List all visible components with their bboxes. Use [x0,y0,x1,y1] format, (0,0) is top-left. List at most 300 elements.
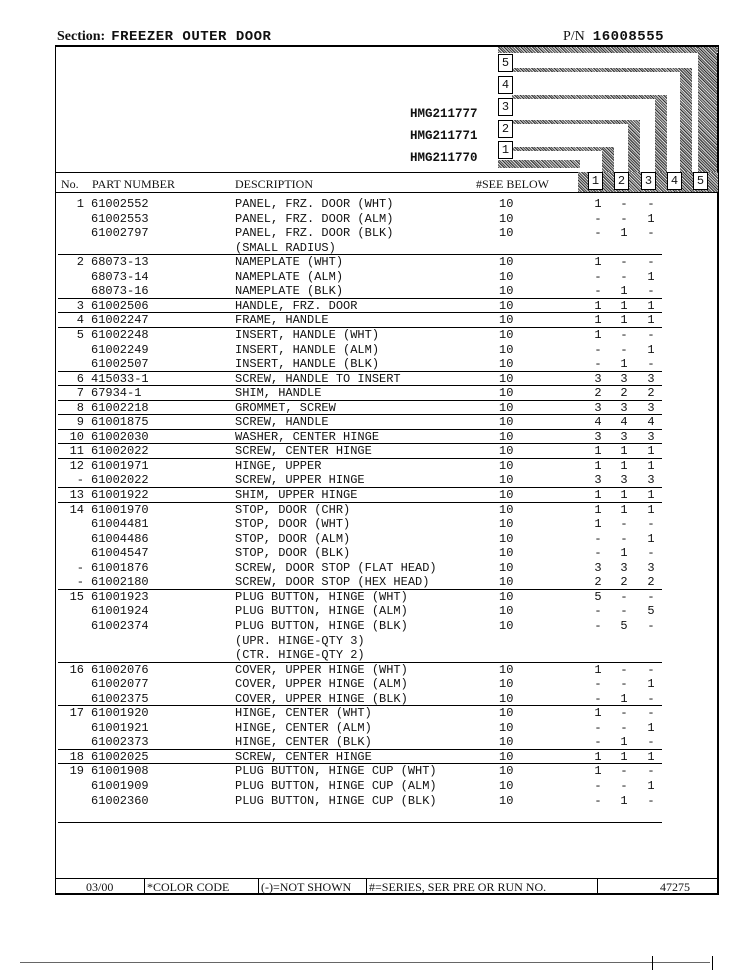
item-number: 17 [69,706,84,721]
series-3-qty: 1 [647,269,655,284]
table-row [0,532,750,547]
part-number: 61001971 [91,458,149,473]
series-2-qty: 2 [620,575,628,590]
part-number: 61004486 [91,531,149,546]
series-2-qty: 1 [620,357,628,372]
table-row [0,430,750,445]
description: PANEL, FRZ. DOOR (WHT) [235,197,394,211]
part-number: 68073-16 [91,284,149,299]
series-2-qty: - [620,327,628,342]
section-header [57,29,271,45]
model-number: HMG211777 [410,107,478,121]
series-3-qty: - [647,793,655,808]
see-below-code: 10 [499,327,514,342]
see-below-code: 10 [499,357,514,372]
series-3-qty: - [647,517,655,532]
series-1-qty: - [594,604,602,619]
series-2-qty: 1 [620,691,628,706]
see-below-code: 10 [499,779,514,793]
series-hatch-1h [512,147,614,151]
description: PLUG BUTTON, HINGE CUP (BLK) [235,793,437,808]
description: STOP, DOOR (CHR) [235,502,351,517]
section-label: Section: [57,29,106,44]
series-1-qty: 3 [594,560,602,575]
description: GROMMET, SCREW [235,400,336,415]
part-number: 61002030 [91,429,149,444]
series-1-qty: 1 [594,298,602,313]
description: SCREW, CENTER HINGE [235,749,372,764]
see-below-code: 10 [499,589,514,604]
series-1-qty: - [594,720,602,735]
series-col-4: 4 [667,172,682,190]
part-number: 61002247 [91,313,149,328]
part-number: 61002077 [91,677,149,692]
see-below-code: 10 [499,284,514,299]
part-number: 61002553 [91,211,149,226]
series-3-qty: - [647,357,655,372]
series-1-qty: 1 [594,749,602,764]
series-1-qty: - [594,284,602,299]
table-row [0,575,750,590]
series-2-qty: 1 [620,749,628,764]
description: PLUG BUTTON, HINGE (BLK) [235,618,408,633]
series-1-qty: - [594,531,602,546]
item-number: 2 [76,255,84,270]
table-row [0,677,750,692]
series-1-qty: - [594,342,602,357]
series-3-qty: 3 [647,560,655,575]
item-number: - [76,560,84,575]
part-number-header [563,29,664,45]
part-number: 61004547 [91,546,149,561]
description: NAMEPLATE (WHT) [235,255,344,270]
series-2-qty: - [620,517,628,532]
part-number: 61002249 [91,342,149,357]
see-below-code: 10 [499,197,514,211]
see-below-code: 10 [499,211,514,226]
part-number: 67934-1 [91,386,142,401]
series-3-qty: - [647,284,655,299]
series-3-qty: - [647,589,655,604]
description: COVER, UPPER HINGE (BLK) [235,691,408,706]
series-box-1: 1 [498,141,513,159]
see-below-code: 10 [499,720,514,735]
series-3-qty: 1 [647,298,655,313]
series-2-qty: 1 [620,226,628,241]
series-3-qty: 3 [647,429,655,444]
item-number: 14 [69,502,84,517]
series-2-qty: - [620,604,628,619]
item-number: 1 [76,197,84,211]
description: SCREW, DOOR STOP (HEX HEAD) [235,575,430,590]
series-3-qty: 5 [647,604,655,619]
series-2-qty: - [620,269,628,284]
part-number: 61002375 [91,691,149,706]
see-below-code: 10 [499,706,514,721]
description: INSERT, HANDLE (WHT) [235,327,380,342]
series-1-qty: 1 [594,255,602,270]
series-2-qty: 1 [620,284,628,299]
footer-divider [258,879,259,893]
series-1-qty: - [594,211,602,226]
series-1-qty: 1 [594,197,602,211]
series-1-qty: 1 [594,327,602,342]
part-number: 68073-14 [91,269,149,284]
see-below-code: 10 [499,575,514,590]
description: (CTR. HINGE-QTY 2) [235,648,365,663]
table-row [0,764,750,779]
see-below-code: 10 [499,546,514,561]
table-bottom-line [58,822,662,823]
series-hatch-4h [512,68,692,72]
table-row [0,590,750,605]
description: PANEL, FRZ. DOOR (ALM) [235,211,394,226]
series-3-qty: 1 [647,677,655,692]
see-below-code: 10 [499,677,514,692]
series-1-qty: 4 [594,415,602,430]
series-1-qty: - [594,735,602,750]
part-number: 68073-13 [91,255,149,270]
series-2-qty: 2 [620,386,628,401]
series-hatch-2v [628,120,640,172]
table-row [0,779,750,794]
see-below-code: 10 [499,269,514,284]
series-1-qty: - [594,357,602,372]
table-row [0,212,750,227]
description: FRAME, HANDLE [235,313,329,328]
series-3-qty: 1 [647,502,655,517]
series-3-qty: 1 [647,342,655,357]
description: SHIM, UPPER HINGE [235,488,358,502]
series-1-qty: - [594,691,602,706]
series-1-qty: - [594,677,602,692]
item-number: 11 [69,444,84,459]
series-col-5: 5 [693,172,708,190]
description: INSERT, HANDLE (ALM) [235,342,380,357]
part-number: 61001875 [91,415,149,430]
table-row [0,386,750,401]
scan-edge-mark [712,956,713,970]
table-row [0,401,750,416]
item-number: 3 [76,298,84,313]
series-2-qty: - [620,589,628,604]
footer-date: 03/00 [86,880,114,894]
description: SCREW, UPPER HINGE [235,473,365,488]
footer-not-shown: (-)=NOT SHOWN [261,880,352,894]
part-number: 61001876 [91,560,149,575]
series-2-qty: - [620,720,628,735]
part-number: 61002025 [91,749,149,764]
series-3-qty: 1 [647,720,655,735]
series-3-qty: - [647,691,655,706]
see-below-code: 10 [499,298,514,313]
series-3-qty: - [647,618,655,633]
table-row [0,473,750,488]
series-box-3: 3 [498,98,513,116]
part-number: 61001922 [91,488,149,502]
table-row [0,735,750,750]
description: (UPR. HINGE-QTY 3) [235,633,365,648]
part-number: 61001924 [91,604,149,619]
series-3-qty: - [647,255,655,270]
table-row [0,750,750,765]
description: STOP, DOOR (WHT) [235,517,351,532]
section-title: FREEZER OUTER DOOR [111,29,272,45]
pn-label: P/N [563,29,585,44]
table-row [0,372,750,387]
series-2-qty: - [620,677,628,692]
item-number: 18 [69,749,84,764]
see-below-code: 10 [499,560,514,575]
description: HINGE, CENTER (WHT) [235,706,372,721]
item-number: 15 [69,589,84,604]
series-3-qty: 1 [647,211,655,226]
item-number: 7 [76,386,84,401]
series-2-qty: - [620,211,628,226]
col-header-part: PART NUMBER [92,177,175,191]
item-number: 10 [69,429,84,444]
description: NAMEPLATE (ALM) [235,269,344,284]
series-1-qty: 1 [594,458,602,473]
item-number: 12 [69,458,84,473]
part-number: 61001921 [91,720,149,735]
series-hatch-5 [698,47,717,172]
part-number: 61001920 [91,706,149,721]
part-number: 415033-1 [91,371,149,386]
table-row [0,546,750,561]
description: COVER, UPPER HINGE (ALM) [235,677,408,692]
series-col-1: 1 [588,172,603,190]
part-number: 61002360 [91,793,149,808]
see-below-code: 10 [499,691,514,706]
footer-top-line [55,878,719,879]
series-box-2: 2 [498,120,513,138]
description: SCREW, CENTER HINGE [235,444,372,459]
footer-divider [366,879,367,893]
table-row [0,634,750,649]
series-1-qty: 1 [594,444,602,459]
series-2-qty: 1 [620,313,628,328]
description: COVER, UPPER HINGE (WHT) [235,662,408,677]
table-row [0,503,750,518]
see-below-code: 10 [499,342,514,357]
item-number: - [76,473,84,488]
series-2-qty: 1 [620,546,628,561]
description: PLUG BUTTON, HINGE (WHT) [235,589,408,604]
series-3-qty: 3 [647,371,655,386]
series-1-qty: 1 [594,662,602,677]
series-2-qty: 1 [620,298,628,313]
model-number: HMG211770 [410,151,478,165]
see-below-code: 10 [499,444,514,459]
table-row [0,721,750,736]
series-box-5: 5 [498,54,513,72]
description: HANDLE, FRZ. DOOR [235,298,358,313]
table-row [0,299,750,314]
part-number: 61004481 [91,517,149,532]
series-2-qty: 1 [620,735,628,750]
series-1-qty: - [594,793,602,808]
series-2-qty: - [620,342,628,357]
series-2-qty: - [620,197,628,211]
description: PLUG BUTTON, HINGE CUP (WHT) [235,764,437,779]
series-2-qty: 3 [620,371,628,386]
see-below-code: 10 [499,473,514,488]
series-hatch-3v [655,95,667,172]
see-below-code: 10 [499,502,514,517]
see-below-code: 10 [499,226,514,241]
item-number: 13 [69,488,84,502]
series-1-qty: 2 [594,575,602,590]
series-3-qty: - [647,546,655,561]
part-number: 61002552 [91,197,149,211]
series-3-qty: 1 [647,444,655,459]
series-3-qty: 2 [647,575,655,590]
table-row [0,794,750,809]
item-number: 6 [76,371,84,386]
series-1-qty: - [594,269,602,284]
part-number: 61002506 [91,298,149,313]
description: SHIM, HANDLE [235,386,322,401]
item-number: 4 [76,313,84,328]
series-3-qty: 1 [647,458,655,473]
series-3-qty: - [647,197,655,211]
series-col-3: 3 [641,172,656,190]
part-number: 61002022 [91,473,149,488]
table-row [0,313,750,328]
series-1-qty: 2 [594,386,602,401]
description: STOP, DOOR (ALM) [235,531,351,546]
series-2-qty: - [620,764,628,779]
series-3-qty: 1 [647,313,655,328]
table-row [0,459,750,474]
description: SCREW, HANDLE TO INSERT [235,371,401,386]
series-2-qty: - [620,255,628,270]
series-3-qty: - [647,662,655,677]
series-2-qty: 3 [620,429,628,444]
see-below-code: 10 [499,400,514,415]
series-hatch-top [498,47,718,53]
description: INSERT, HANDLE (BLK) [235,357,380,372]
series-2-qty: 1 [620,502,628,517]
series-2-qty: 1 [620,793,628,808]
see-below-code: 10 [499,371,514,386]
see-below-code: 10 [499,386,514,401]
table-row [0,619,750,634]
series-3-qty: - [647,735,655,750]
series-1-qty: 3 [594,473,602,488]
see-below-code: 10 [499,313,514,328]
description: SCREW, HANDLE [235,415,329,430]
table-row [0,357,750,372]
series-2-qty: 1 [620,458,628,473]
table-row [0,241,750,256]
part-number: 61002507 [91,357,149,372]
part-number: 61002373 [91,735,149,750]
description: NAMEPLATE (BLK) [235,284,344,299]
see-below-code: 10 [499,662,514,677]
see-below-code: 10 [499,255,514,270]
series-1-qty: 1 [594,517,602,532]
table-row [0,284,750,299]
series-3-qty: 1 [647,488,655,502]
description: (SMALL RADIUS) [235,240,336,255]
series-1-qty: - [594,226,602,241]
series-2-qty: - [620,779,628,793]
table-row [0,197,750,212]
series-1-qty: 1 [594,488,602,502]
footer-page-number: 47275 [660,880,690,894]
see-below-code: 10 [499,517,514,532]
series-1-qty: 1 [594,313,602,328]
description: HINGE, CENTER (ALM) [235,720,372,735]
table-row [0,604,750,619]
table-row [0,415,750,430]
part-number: 61002374 [91,618,149,633]
col-header-desc: DESCRIPTION [235,177,314,191]
part-number: 61002076 [91,662,149,677]
table-row [0,517,750,532]
item-number: 9 [76,415,84,430]
item-number: - [76,575,84,590]
series-3-qty: - [647,327,655,342]
see-below-code: 10 [499,764,514,779]
see-below-code: 10 [499,458,514,473]
series-2-qty: 5 [620,618,628,633]
see-below-code: 10 [499,429,514,444]
part-number: 61002218 [91,400,149,415]
description: WASHER, CENTER HINGE [235,429,380,444]
part-number: 61001909 [91,779,149,793]
series-1-qty: 1 [594,764,602,779]
series-3-qty: - [647,764,655,779]
footer-color-code: *COLOR CODE [147,880,230,894]
series-2-qty: - [620,662,628,677]
series-1-qty: - [594,779,602,793]
series-2-qty: - [620,706,628,721]
table-row [0,488,750,503]
item-number: 8 [76,400,84,415]
item-number: 16 [69,662,84,677]
part-number: 61002248 [91,327,149,342]
see-below-code: 10 [499,749,514,764]
description: SCREW, DOOR STOP (FLAT HEAD) [235,560,437,575]
series-2-qty: - [620,531,628,546]
series-3-qty: - [647,706,655,721]
item-number: 5 [76,327,84,342]
series-1-qty: - [594,618,602,633]
series-1-qty: 3 [594,371,602,386]
series-1-qty: 3 [594,400,602,415]
series-3-qty: 1 [647,531,655,546]
model-number: HMG211771 [410,129,478,143]
series-3-qty: 3 [647,473,655,488]
series-2-qty: 4 [620,415,628,430]
series-2-qty: 3 [620,560,628,575]
series-1-qty: 1 [594,502,602,517]
series-3-qty: 1 [647,779,655,793]
table-row [0,706,750,721]
table-row [0,226,750,241]
series-1-qty: 1 [594,706,602,721]
footer-divider [144,879,145,893]
see-below-code: 10 [499,793,514,808]
part-number: 61001923 [91,589,149,604]
scan-edge-mark [652,956,653,970]
table-row [0,648,750,663]
series-3-qty: - [647,226,655,241]
see-below-code: 10 [499,618,514,633]
